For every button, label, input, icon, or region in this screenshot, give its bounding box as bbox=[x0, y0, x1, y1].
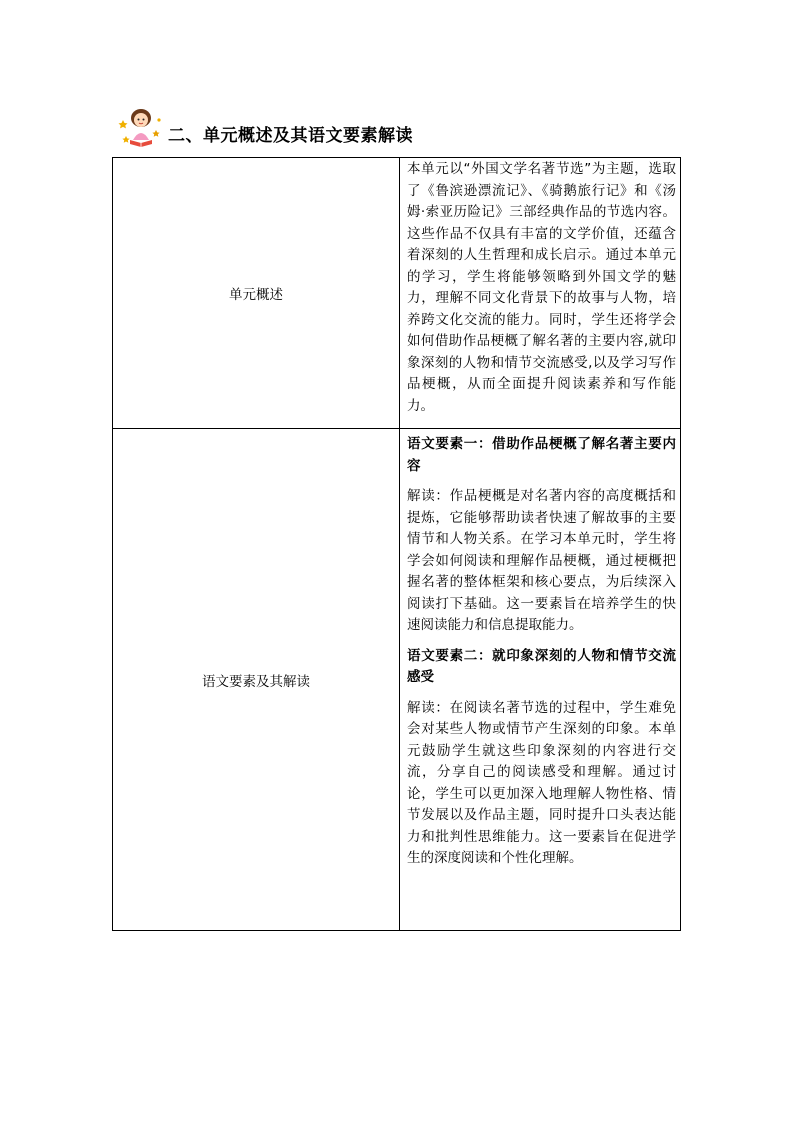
unit-table bbox=[112, 157, 681, 931]
section-heading bbox=[118, 104, 413, 148]
section-title: 二、单元概述及其语文要素解读 bbox=[168, 126, 413, 146]
language-elements-label: 语文要素及其解读 bbox=[113, 429, 400, 931]
girl-reading-icon bbox=[118, 106, 164, 148]
element-one-title: 语文要素一：借助作品梗概了解名著主要内容 bbox=[407, 436, 676, 474]
table-row-elements bbox=[113, 429, 681, 931]
element-two-title: 语文要素二：就印象深刻的人物和情节交流感受 bbox=[407, 647, 676, 685]
unit-overview-label: 单元概述 bbox=[113, 158, 400, 429]
element-one-text: 解读：作品梗概是对名著内容的高度概括和提炼，它能够帮助读者快速了解故事的主要情节和人物关系。在学习本单元时，学生将学会如何阅读和理解作品梗概，通过梗概把握名著的整体框架和核心要点，为后续深入阅读打下基础。这一要素旨在培养学生的快速阅读能力和信息提取能力。 bbox=[407, 488, 676, 633]
unit-overview-text: 本单元以“外国文学名著节选”为主题，选取了《鲁滨逊漂流记》、《骑鹅旅行记》和《汤姆·索亚历险记》三部经典作品的节选内容。这些作品不仅具有丰富的文学价值，还蕴含着深刻的人生哲理和成长启示。通过本单元的学习，学生将能够领略到外国文学的魅力，理解不同文化背景下的故事与人物，培养跨文化交流的能力。同时，学生还将学会如何借助作品梗概了解名著的主要内容,就印象深刻的人物和情节交流感受,以及学习写作品梗概，从而全面提升阅读素养和写作能力。 bbox=[407, 161, 676, 414]
unit-overview-content bbox=[400, 158, 681, 429]
table-row-overview bbox=[113, 158, 681, 429]
element-two-text: 解读：在阅读名著节选的过程中，学生难免会对某些人物或情节产生深刻的印象。本单元鼓励学生就这些印象深刻的内容进行交流，分享自己的阅读感受和理解。通过讨论，学生可以更加深入地理解人物性格、情节发展以及作品主题，同时提升口头表达能力和批判性思维能力。这一要素旨在促进学生的深度阅读和个性化理解。 bbox=[407, 699, 676, 866]
language-elements-content bbox=[400, 429, 681, 931]
